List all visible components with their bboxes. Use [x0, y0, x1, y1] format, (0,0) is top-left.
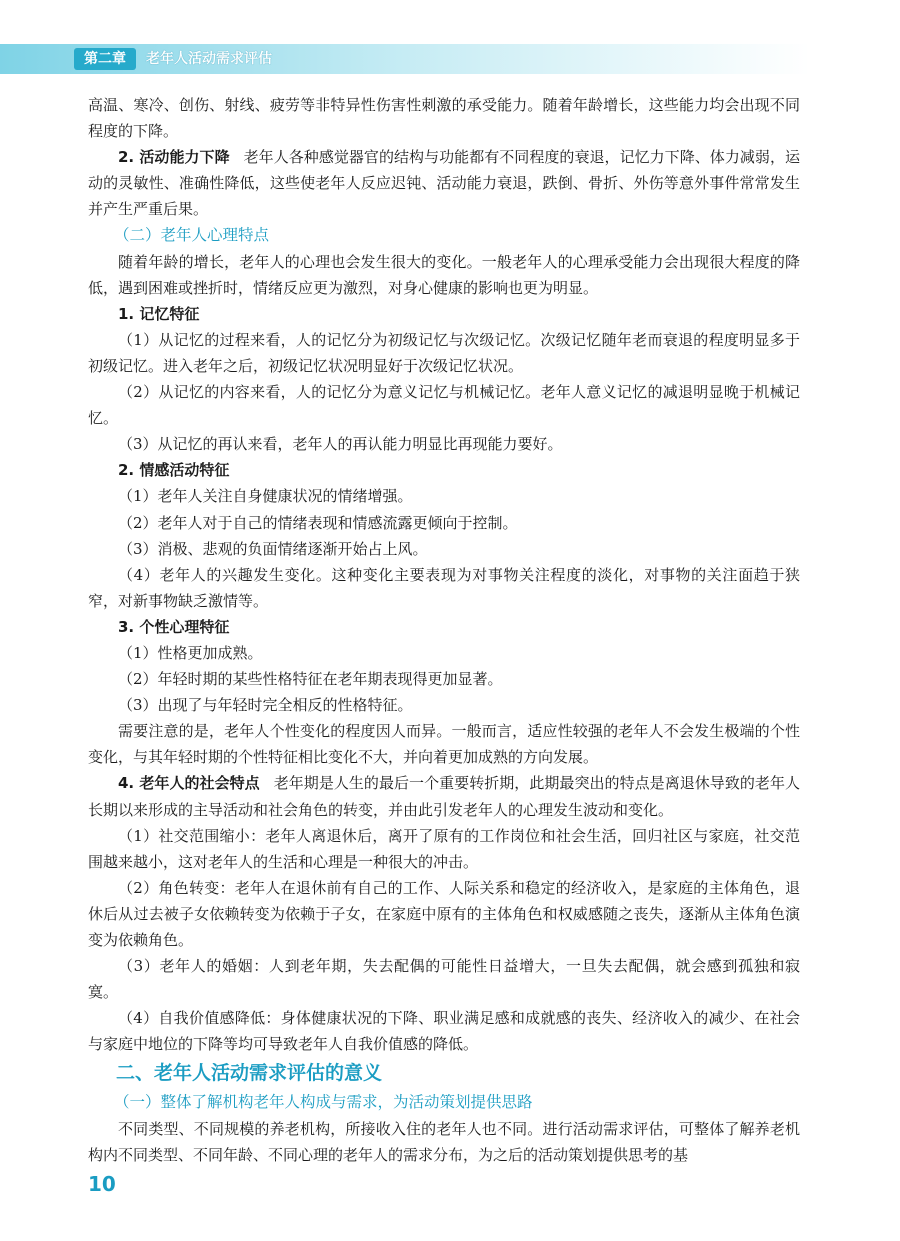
- paragraph-text: 老年期是人生的最后一个重要转折期，此期最突出的特点是离退休导致的老年人长期以来形成的主导活动和社会角色的转变，并由此引发老年人的心理发生波动和变化。: [88, 774, 800, 819]
- chapter-title: 老年人活动需求评估: [146, 51, 272, 67]
- list-item: （2）年轻时期的某些性格特征在老年期表现得更加显著。: [118, 670, 503, 689]
- sub-heading: （二）老年人心理特点: [114, 226, 270, 245]
- inline-heading: 4. 老年人的社会特点: [118, 774, 260, 793]
- section-heading: 二、老年人活动需求评估的意义: [116, 1062, 383, 1085]
- list-item: （3）出现了与年轻时完全相反的性格特征。: [118, 696, 413, 715]
- list-item: （4）老年人的兴趣发生变化。这种变化主要表现为对事物关注程度的淡化，对事物的关注面趋于狭窄，对新事物缺乏激情等。: [88, 565, 800, 610]
- inline-heading: 2. 活动能力下降: [118, 148, 230, 167]
- paragraph: 随着年龄的增长，老年人的心理也会发生很大的变化。一般老年人的心理承受能力会出现很大程度的降低，遇到困难或挫折时，情绪反应更为激烈，对身心健康的影响也更为明显。: [88, 252, 800, 297]
- sub-heading: （一）整体了解机构老年人构成与需求，为活动策划提供思路: [114, 1093, 533, 1112]
- list-item: （1）老年人关注自身健康状况的情绪增强。: [118, 487, 413, 506]
- list-item: （4）自我价值感降低：身体健康状况的下降、职业满足感和成就感的丧失、经济收入的减少、在社会与家庭中地位的下降等均可导致老年人自我价值感的降低。: [88, 1009, 800, 1054]
- list-item: （1）性格更加成熟。: [118, 643, 263, 662]
- page-body: [88, 92, 800, 1168]
- paragraph: 高温、寒冷、创伤、射线、疲劳等非特异性伤害性刺激的承受能力。随着年龄增长，这些能力均会出现不同程度的下降。: [88, 96, 800, 141]
- numbered-heading: 2. 情感活动特征: [118, 461, 230, 480]
- list-item: （2）角色转变：老年人在退休前有自己的工作、人际关系和稳定的经济收入，是家庭的主体角色，退休后从过去被子女依赖转变为依赖于子女，在家庭中原有的主体角色和权威感随之丧失，逐渐从主体角色演变为依赖角色。: [88, 878, 800, 949]
- list-item: （3）消极、悲观的负面情绪逐渐开始占上风。: [118, 539, 428, 558]
- paragraph: [88, 144, 800, 222]
- list-item: （1）社交范围缩小：老年人离退休后，离开了原有的工作岗位和社会生活，回归社区与家庭，社交范围越来越小，这对老年人的生活和心理是一种很大的冲击。: [88, 826, 800, 871]
- list-item: （1）从记忆的过程来看，人的记忆分为初级记忆与次级记忆。次级记忆随年老而衰退的程度明显多于初级记忆。进入老年之后，初级记忆状况明显好于次级记忆状况。: [88, 330, 800, 375]
- paragraph: [88, 770, 800, 822]
- chapter-label: 第二章: [74, 48, 136, 70]
- list-item: （2）老年人对于自己的情绪表现和情感流露更倾向于控制。: [118, 513, 518, 532]
- numbered-heading: 1. 记忆特征: [118, 304, 200, 323]
- list-item: （3）老年人的婚姻：人到老年期，失去配偶的可能性日益增大，一旦失去配偶，就会感到孤独和寂寞。: [88, 957, 800, 1002]
- page-number: 10: [88, 1172, 116, 1196]
- numbered-heading: 3. 个性心理特征: [118, 617, 230, 636]
- list-item: （2）从记忆的内容来看，人的记忆分为意义记忆与机械记忆。老年人意义记忆的减退明显晚于机械记忆。: [88, 383, 800, 428]
- list-item: （3）从记忆的再认来看，老年人的再认能力明显比再现能力要好。: [118, 435, 563, 454]
- paragraph: 不同类型、不同规模的养老机构，所接收入住的老年人也不同。进行活动需求评估，可整体了解养老机构内不同类型、不同年龄、不同心理的老年人的需求分布，为之后的活动策划提供思考的基: [88, 1119, 800, 1164]
- paragraph: 需要注意的是，老年人个性变化的程度因人而异。一般而言，适应性较强的老年人不会发生极端的个性变化，与其年轻时期的个性特征相比变化不大，并向着更加成熟的方向发展。: [88, 722, 800, 767]
- paragraph-text: 老年人各种感觉器官的结构与功能都有不同程度的衰退，记忆力下降、体力减弱，运动的灵敏性、准确性降低，这些使老年人反应迟钝、活动能力衰退，跌倒、骨折、外伤等意外事件常常发生并产生严重后果。: [88, 148, 800, 219]
